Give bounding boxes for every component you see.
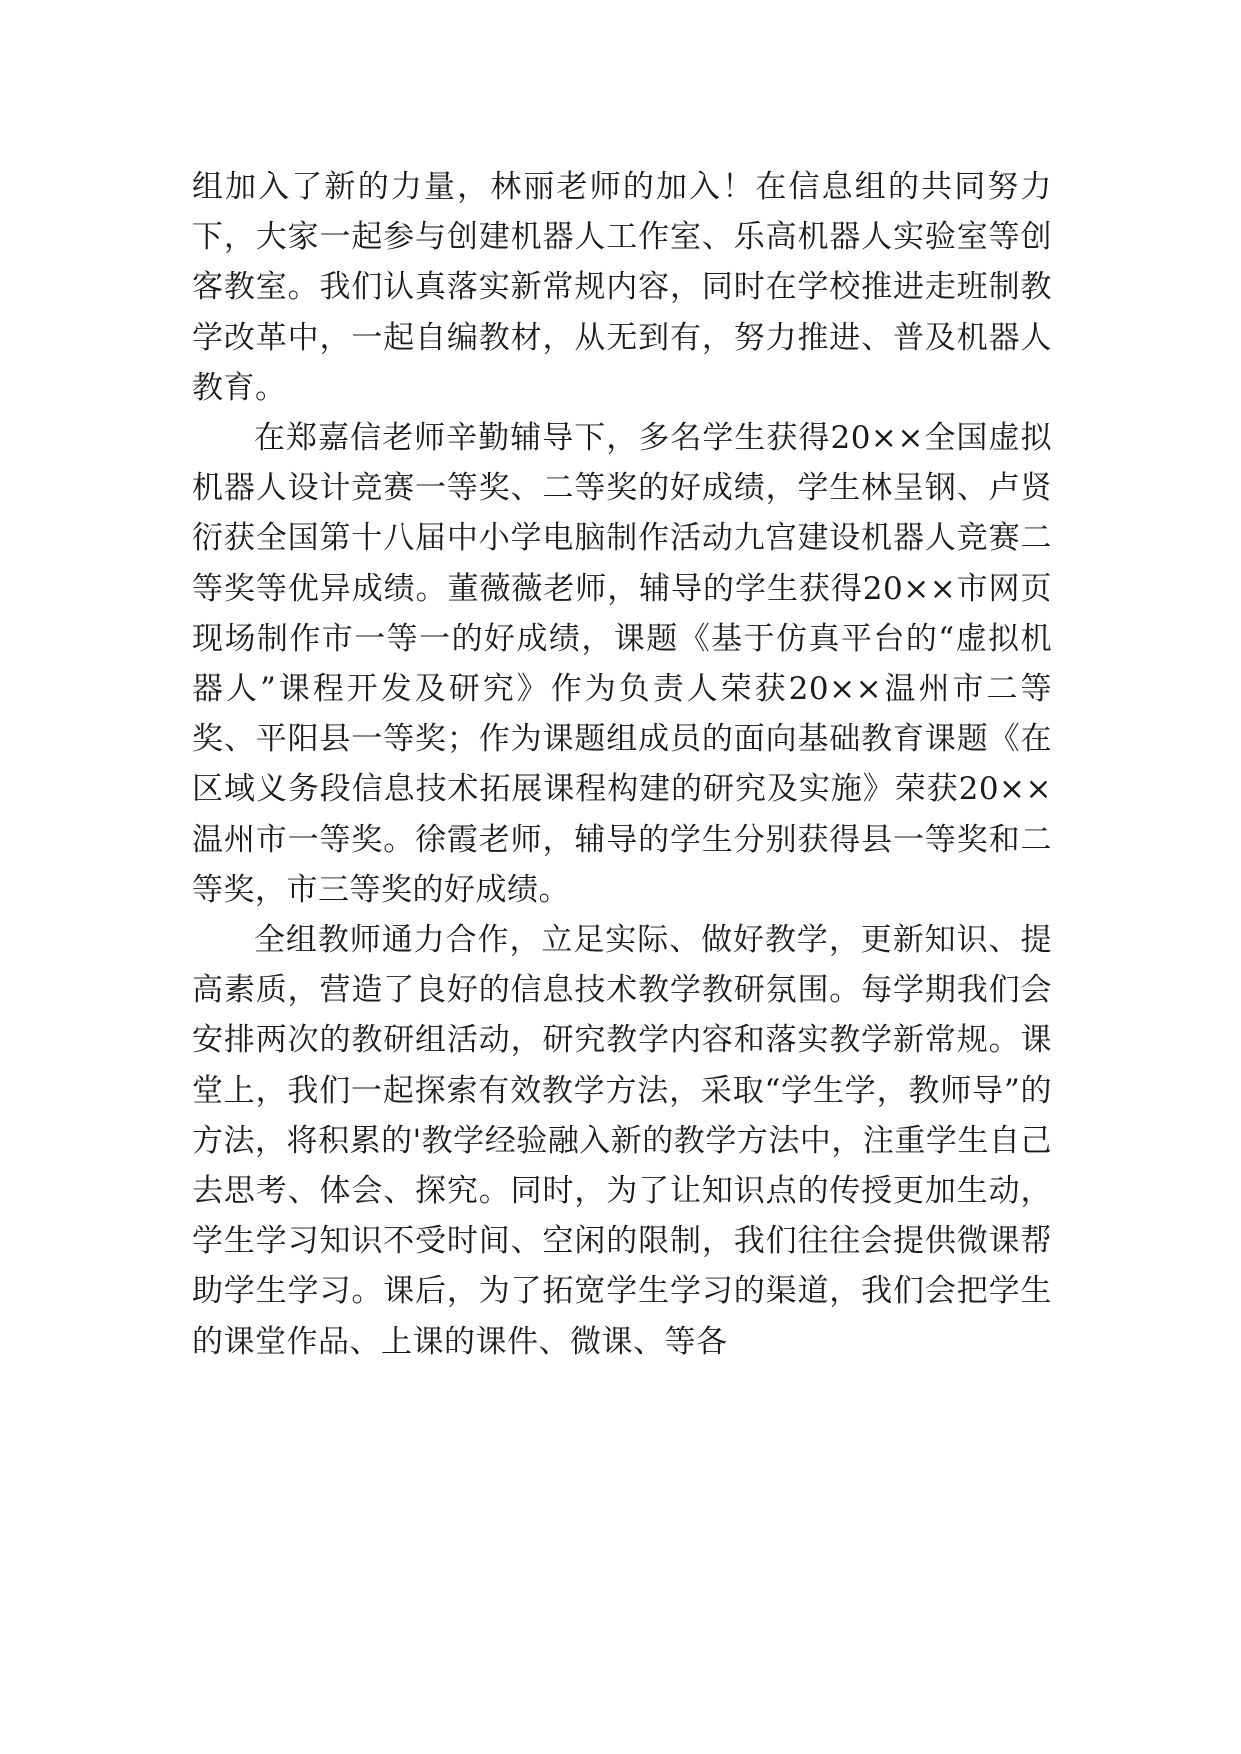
body-text [192,162,1052,1367]
paragraph-3: 全组教师通力合作，立足实际、做好教学，更新知识、提高素质，营造了良好的信息技术教学教研氛围。每学期我们会安排两次的教研组活动，研究教学内容和落实教学新常规。课堂上，我们一起探索有效教学方法，采取“学生学，教师导”的方法，将积累的'教学经验融入新的教学方法中，注重学生自己去思考、体会、探究。同时，为了让知识点的传授更加生动，学生学习知识不受时间、空闲的限制，我们往往会提供微课帮助学生学习。课后，为了拓宽学生学习的渠道，我们会把学生的课堂作品、上课的课件、微课、等各 [192,922,1052,1360]
paragraph-1: 组加入了新的力量，林丽老师的加入！在信息组的共同努力下，大家一起参与创建机器人工作室、乐高机器人实验室等创客教室。我们认真落实新常规内容，同时在学校推进走班制教学改革中，一起自编教材，从无到有，努力推进、普及机器人教育。 [192,169,1052,406]
paragraph-2: 在郑嘉信老师辛勤辅导下，多名学生获得20××全国虚拟机器人设计竞赛一等奖、二等奖的好成绩，学生林呈钢、卢贤衍获全国第十八届中小学电脑制作活动九宫建设机器人竞赛二等奖等优异成绩。董薇薇老师，辅导的学生获得20××市网页现场制作市一等一的好成绩，课题《基于仿真平台的“虚拟机器人”课程开发及研究》作为负责人荣获20××温州市二等奖、平阳县一等奖；作为课题组成员的面向基础教育课题《在区域义务段信息技术拓展课程构建的研究及实施》荣获20××温州市一等奖。徐霞老师，辅导的学生分别获得县一等奖和二等奖，市三等奖的好成绩。 [192,420,1052,908]
